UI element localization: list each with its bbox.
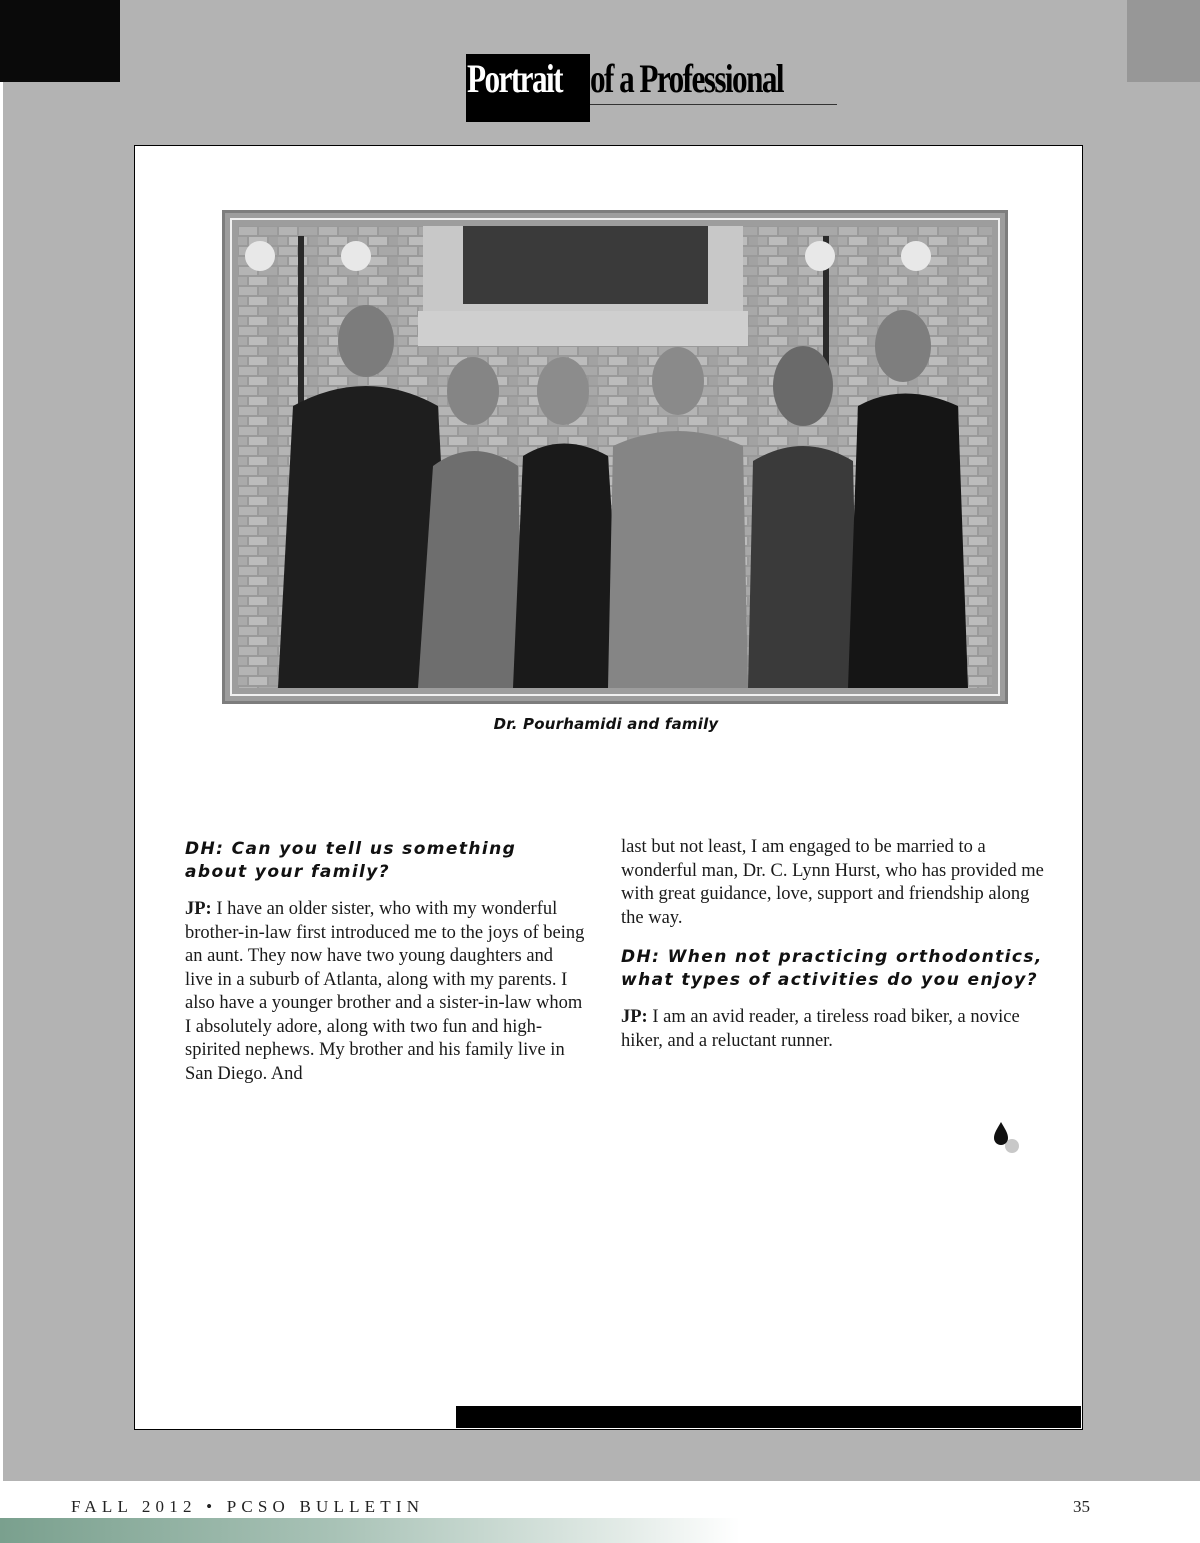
footer-accent-band xyxy=(0,1518,740,1543)
family-answer-label: JP: xyxy=(185,899,212,919)
family-answer xyxy=(185,898,585,1086)
corner-block-left xyxy=(0,0,120,82)
family-photo xyxy=(238,226,992,688)
activities-answer-label: JP: xyxy=(621,1007,648,1027)
page-number: 35 xyxy=(1073,1497,1090,1516)
article-column-left xyxy=(185,838,585,1086)
corner-block-right xyxy=(1127,0,1200,82)
title-rest-words: of a Professional xyxy=(589,56,783,101)
family-answer-continued: last but not least, I am engaged to be married to a wonderful man, Dr. C. Lynn Hurst, who has provided me with great guidance, love, support and friendship along the way. xyxy=(621,837,1044,928)
title-highlight-box xyxy=(466,54,590,122)
activities-question: DH: When not practicing orthodontics, what types of activities do you enjoy? xyxy=(621,947,1043,990)
photo-caption: Dr. Pourhamidi and family xyxy=(493,715,719,733)
drop-end-mark-icon xyxy=(992,1119,1022,1159)
family-question: DH: Can you tell us something about your family? xyxy=(185,839,517,882)
article-column-right xyxy=(621,836,1051,1053)
activities-answer-text: I am an avid reader, a tireless road biker, a novice hiker, and a reluctant runner. xyxy=(621,1007,1020,1051)
bottom-accent-bar xyxy=(456,1406,1081,1428)
section-title xyxy=(466,54,837,122)
title-highlight-word: Portrait xyxy=(467,56,562,101)
title-rest-box xyxy=(590,54,837,105)
footer-publication: FALL 2012 • PCSO BULLETIN xyxy=(71,1497,425,1516)
family-answer-text: I have an older sister, who with my wonderful brother-in-law first introduced me to the joys of being an aunt. They now have two young daughters and live in a suburb of Atlanta, along with my parents. I also have a younger brother and a sister-in-law whom I absolutely adore, along with two fun and high-spirited nephews. My brother and his family live in San Diego. And xyxy=(185,899,585,1084)
family-photo-illustration xyxy=(238,226,992,688)
family-photo-frame xyxy=(222,210,1008,704)
activities-answer xyxy=(621,1006,1051,1053)
